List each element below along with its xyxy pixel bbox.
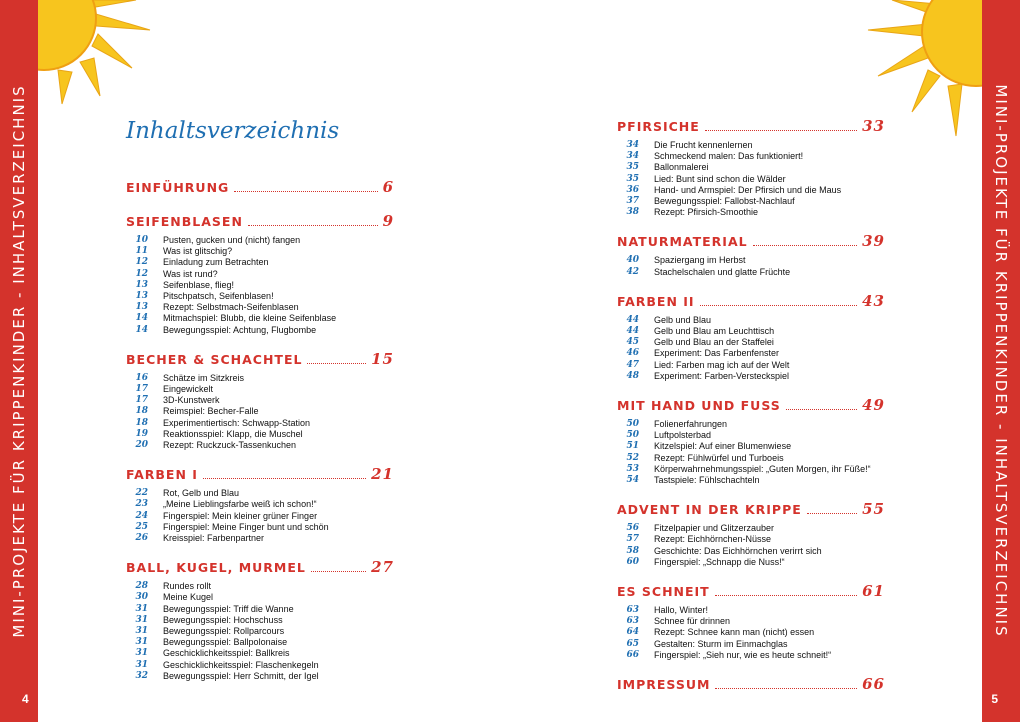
section-heading[interactable] — [126, 350, 394, 370]
toc-entry[interactable] — [617, 348, 885, 359]
toc-entry[interactable] — [126, 499, 394, 510]
entry-title: Schätze im Sitzkreis — [163, 372, 245, 383]
toc-entry[interactable] — [126, 395, 394, 406]
entry-title: Bewegungsspiel: Hochschuss — [163, 614, 283, 625]
entry-page-number: 26 — [135, 533, 148, 544]
entry-title: Rezept: Eichhörnchen-Nüsse — [654, 534, 772, 545]
toc-entry[interactable] — [617, 419, 885, 430]
toc-entry[interactable] — [126, 384, 394, 395]
entry-page-number: 63 — [626, 616, 639, 627]
section-heading[interactable] — [617, 117, 885, 137]
toc-entry[interactable] — [126, 604, 394, 615]
entry-title: Spaziergang im Herbst — [654, 255, 746, 266]
page-title: Inhaltsverzeichnis — [126, 118, 340, 144]
section-page-number: 21 — [371, 465, 394, 484]
toc-entry[interactable] — [126, 660, 394, 671]
toc-entry[interactable] — [126, 269, 394, 280]
entry-title: Rezept: Pfirsich-Smoothie — [654, 207, 759, 218]
toc-entry[interactable] — [126, 615, 394, 626]
toc-entry[interactable] — [126, 257, 394, 268]
entry-title: Pitschpatsch, Seifenblasen! — [163, 291, 274, 302]
toc-entry[interactable] — [617, 523, 885, 534]
entry-page-number: 57 — [626, 534, 639, 545]
entry-title: 3D-Kunstwerk — [163, 395, 220, 406]
section-title: ES SCHNEIT — [617, 584, 710, 600]
entry-title: Experimentiertisch: Schwapp-Station — [163, 417, 311, 428]
entry-title: Reaktionsspiel: Klapp, die Muschel — [163, 428, 303, 439]
toc-entry[interactable] — [617, 605, 885, 616]
section-page-number: 55 — [862, 500, 885, 519]
section-title: IMPRESSUM — [617, 677, 711, 693]
toc-section — [617, 675, 885, 695]
toc-entry[interactable] — [617, 140, 885, 151]
entry-page-number: 24 — [135, 510, 148, 521]
section-entries — [126, 373, 394, 451]
toc-entry[interactable] — [617, 360, 885, 371]
entry-title: Lied: Bunt sind schon die Wälder — [654, 173, 786, 184]
page-number-right: 5 — [991, 692, 998, 706]
section-page-number: 66 — [862, 675, 885, 694]
section-heading[interactable] — [617, 675, 885, 695]
toc-entry[interactable] — [617, 315, 885, 326]
toc-entry[interactable] — [617, 337, 885, 348]
toc-section — [126, 558, 394, 682]
entry-title: Rezept: Selbstmach-Seifenblasen — [163, 302, 299, 313]
toc-entry[interactable] — [617, 639, 885, 650]
entry-page-number: 53 — [626, 463, 639, 474]
entry-title: Kreisspiel: Farbenpartner — [163, 533, 265, 544]
entry-page-number: 17 — [135, 395, 148, 406]
entry-page-number: 25 — [135, 521, 148, 532]
entry-page-number: 47 — [626, 359, 639, 370]
toc-section — [617, 292, 885, 382]
entry-page-number: 28 — [135, 581, 148, 592]
entry-page-number: 14 — [135, 324, 148, 335]
entry-page-number: 31 — [135, 648, 148, 659]
entry-page-number: 12 — [135, 257, 148, 268]
entry-page-number: 13 — [135, 279, 148, 290]
toc-entry[interactable] — [126, 235, 394, 246]
section-page-number: 27 — [371, 558, 394, 577]
entry-title: Hand- und Armspiel: Der Pfirsich und die Maus — [654, 184, 842, 195]
entry-page-number: 10 — [135, 235, 148, 245]
toc-section — [617, 500, 885, 568]
section-title: SEIFENBLASEN — [126, 214, 243, 229]
entry-page-number: 20 — [135, 440, 148, 451]
leader-dots — [203, 478, 366, 479]
entry-title: Bewegungsspiel: Rollparcours — [163, 626, 285, 637]
toc-entry[interactable] — [126, 488, 394, 499]
toc-entry[interactable] — [617, 207, 885, 218]
section-entries — [617, 419, 885, 486]
entry-title: Seifenblase, flieg! — [163, 279, 235, 290]
entry-page-number: 36 — [626, 184, 639, 195]
entry-title: Geschicklichkeitsspiel: Flaschenkegeln — [163, 659, 319, 670]
toc-entry[interactable] — [126, 325, 394, 336]
entry-title: Eingewickelt — [163, 384, 214, 395]
entry-page-number: 12 — [135, 268, 148, 279]
entry-title: Experiment: Das Farbenfenster — [654, 348, 780, 359]
entry-title: Gelb und Blau — [654, 314, 712, 325]
toc-entry[interactable] — [126, 418, 394, 429]
toc-entry[interactable] — [126, 246, 394, 257]
toc-section — [617, 396, 885, 486]
section-heading[interactable] — [617, 500, 885, 520]
entry-page-number: 17 — [135, 384, 148, 395]
entry-title: Stachelschalen und glatte Früchte — [654, 266, 791, 277]
entry-title: Meine Kugel — [163, 592, 214, 603]
entry-title: Fitzelpapier und Glitzerzauber — [654, 523, 775, 534]
toc-section — [617, 582, 885, 661]
entry-title: Gelb und Blau am Leuchttisch — [654, 326, 775, 337]
entry-page-number: 14 — [135, 313, 148, 324]
entry-title: Bewegungsspiel: Triff die Wanne — [163, 603, 294, 614]
entry-page-number: 32 — [135, 670, 148, 681]
section-title: ADVENT IN DER KRIPPE — [617, 502, 802, 518]
toc-entry[interactable] — [126, 373, 394, 384]
entry-title: Die Frucht kennenlernen — [654, 140, 753, 150]
section-page-number: 61 — [862, 582, 885, 601]
toc-entry[interactable] — [126, 533, 394, 544]
entry-page-number: 13 — [135, 291, 148, 302]
toc-section — [617, 232, 885, 277]
toc-entry[interactable] — [126, 429, 394, 440]
toc-entry[interactable] — [617, 185, 885, 196]
leader-dots — [715, 688, 857, 689]
section-title: EINFÜHRUNG — [126, 180, 230, 195]
entry-page-number: 38 — [626, 207, 639, 218]
toc-entry[interactable] — [617, 650, 885, 661]
section-heading[interactable] — [617, 232, 885, 252]
toc-entry[interactable] — [617, 475, 885, 486]
entry-title: Rot, Gelb und Blau — [163, 488, 240, 499]
toc-entry[interactable] — [617, 196, 885, 207]
toc-entry[interactable] — [126, 291, 394, 302]
section-title: FARBEN II — [617, 293, 695, 309]
entry-title: Tastspiele: Fühlschachteln — [654, 475, 760, 486]
section-title: MIT HAND UND FUSS — [617, 398, 781, 414]
toc-entry[interactable] — [617, 546, 885, 557]
toc-section — [126, 212, 394, 336]
entry-page-number: 37 — [626, 196, 639, 207]
entry-page-number: 18 — [135, 406, 148, 417]
entry-title: Rezept: Schnee kann man (nicht) essen — [654, 627, 815, 638]
right-edge-band — [982, 0, 1020, 722]
toc-entry[interactable] — [617, 627, 885, 638]
entry-title: „Meine Lieblingsfarbe weiß ich schon!“ — [163, 499, 317, 510]
entry-title: Einladung zum Betrachten — [163, 257, 269, 268]
leader-dots — [307, 363, 366, 364]
toc-entry[interactable] — [617, 326, 885, 337]
entry-title: Bewegungsspiel: Herr Schmitt, der Igel — [163, 670, 319, 681]
entry-page-number: 46 — [626, 348, 639, 359]
entry-page-number: 34 — [626, 140, 639, 150]
entry-page-number: 50 — [626, 430, 639, 441]
entry-title: Bewegungsspiel: Fallobst-Nachlauf — [654, 196, 795, 207]
toc-entry[interactable] — [617, 534, 885, 545]
entry-page-number: 60 — [626, 556, 639, 567]
entry-page-number: 31 — [135, 603, 148, 614]
toc-entry[interactable] — [126, 280, 394, 291]
entry-title: Rezept: Fühlwürfel und Turboeis — [654, 452, 784, 463]
toc-entry[interactable] — [126, 522, 394, 533]
entry-page-number: 66 — [626, 649, 639, 660]
leader-dots — [807, 513, 857, 514]
section-title: BECHER & SCHACHTEL — [126, 351, 303, 367]
leader-dots — [753, 245, 858, 246]
entry-page-number: 40 — [626, 255, 639, 266]
section-entries — [617, 140, 885, 218]
entry-page-number: 44 — [626, 326, 639, 337]
entry-page-number: 22 — [135, 488, 148, 499]
section-heading[interactable] — [617, 396, 885, 416]
section-page-number: 15 — [371, 349, 394, 368]
section-heading[interactable] — [126, 178, 394, 198]
toc-column-left — [126, 178, 394, 696]
section-entries — [617, 523, 885, 568]
entry-page-number: 31 — [135, 637, 148, 648]
toc-entry[interactable] — [617, 430, 885, 441]
entry-title: Geschichte: Das Eichhörnchen verirrt sich — [654, 545, 822, 556]
entry-title: Rundes rollt — [163, 581, 212, 592]
toc-entry[interactable] — [617, 441, 885, 452]
entry-title: Schmeckend malen: Das funktioniert! — [654, 151, 804, 162]
entry-page-number: 48 — [626, 370, 639, 381]
entry-page-number: 35 — [626, 162, 639, 173]
toc-entry[interactable] — [126, 637, 394, 648]
toc-entry[interactable] — [126, 592, 394, 603]
toc-entry[interactable] — [617, 151, 885, 162]
entry-title: Kitzelspiel: Auf einer Blumenwiese — [654, 441, 792, 452]
toc-entry[interactable] — [126, 626, 394, 637]
entry-page-number: 16 — [135, 372, 148, 383]
toc-column-right — [617, 117, 885, 709]
left-edge-band — [0, 0, 38, 722]
toc-entry[interactable] — [126, 648, 394, 659]
section-entries — [126, 235, 394, 336]
entry-title: Körperwahrnehmungsspiel: „Guten Morgen, ihr Füße!“ — [654, 463, 871, 474]
entry-page-number: 56 — [626, 523, 639, 534]
toc-entry[interactable] — [126, 440, 394, 451]
entry-title: Rezept: Ruckzuck-Tassenkuchen — [163, 440, 297, 451]
entry-title: Bewegungsspiel: Achtung, Flugbombe — [163, 324, 317, 335]
entry-title: Fingerspiel: „Sieh nur, wie es heute schneit!“ — [654, 649, 832, 660]
toc-entry[interactable] — [126, 313, 394, 324]
toc-entry[interactable] — [126, 406, 394, 417]
right-band-text: MINI-PROJEKTE FÜR KRIPPENKINDER - INHALTSVERZEICHNIS — [992, 84, 1010, 638]
toc-section — [126, 465, 394, 544]
toc-entry[interactable] — [126, 671, 394, 682]
section-page-number: 33 — [862, 117, 885, 135]
entry-page-number: 13 — [135, 302, 148, 313]
toc-entry[interactable] — [617, 371, 885, 382]
section-entries — [126, 488, 394, 544]
entry-title: Bewegungsspiel: Ballpolonaise — [163, 637, 288, 648]
toc-entry[interactable] — [617, 616, 885, 627]
section-entries — [617, 605, 885, 661]
section-entries — [126, 581, 394, 682]
toc-section — [126, 350, 394, 451]
entry-page-number: 31 — [135, 614, 148, 625]
entry-title: Gestalten: Sturm im Einmachglas — [654, 638, 788, 649]
section-page-number: 49 — [862, 396, 885, 415]
toc-entry[interactable] — [126, 302, 394, 313]
section-entries — [617, 255, 885, 277]
entry-title: Fingerspiel: Mein kleiner grüner Finger — [163, 510, 318, 521]
entry-title: Folienerfahrungen — [654, 419, 728, 430]
entry-title: Gelb und Blau an der Staffelei — [654, 337, 774, 348]
entry-title: Reimspiel: Becher-Falle — [163, 406, 259, 417]
toc-entry[interactable] — [617, 453, 885, 464]
toc-section — [126, 178, 394, 198]
entry-title: Was ist rund? — [163, 268, 218, 279]
sun-illustration-left — [38, 0, 156, 108]
section-page-number: 39 — [862, 232, 885, 251]
section-title: BALL, KUGEL, MURMEL — [126, 560, 306, 576]
section-title: FARBEN I — [126, 467, 198, 483]
toc-entry[interactable] — [126, 581, 394, 592]
toc-entry[interactable] — [126, 511, 394, 522]
section-title: PFIRSICHE — [617, 119, 700, 134]
entry-page-number: 30 — [135, 592, 148, 603]
section-page-number: 43 — [862, 291, 885, 310]
entry-page-number: 19 — [135, 428, 148, 439]
entry-title: Lied: Farben mag ich auf der Welt — [654, 359, 790, 370]
entry-title: Hallo, Winter! — [654, 605, 709, 616]
entry-page-number: 35 — [626, 173, 639, 184]
entry-page-number: 54 — [626, 475, 639, 486]
entry-page-number: 63 — [626, 605, 639, 616]
entry-title: Ballonmalerei — [654, 162, 709, 173]
section-entries — [617, 315, 885, 382]
entry-title: Geschicklichkeitsspiel: Ballkreis — [163, 648, 290, 659]
leader-dots — [786, 409, 857, 410]
leader-dots — [700, 305, 858, 306]
leader-dots — [705, 130, 857, 131]
left-band-text: MINI-PROJEKTE FÜR KRIPPENKINDER - INHALTSVERZEICHNIS — [10, 84, 28, 638]
section-page-number: 9 — [382, 212, 394, 230]
section-page-number: 6 — [382, 178, 394, 196]
leader-dots — [715, 595, 857, 596]
entry-title: Luftpolsterbad — [654, 430, 712, 441]
entry-title: Fingerspiel: „Schnapp die Nuss!“ — [654, 556, 785, 567]
toc-entry[interactable] — [617, 255, 885, 266]
leader-dots — [248, 225, 378, 226]
entry-page-number: 42 — [626, 266, 639, 277]
toc-entry[interactable] — [617, 557, 885, 568]
entry-title: Schnee für drinnen — [654, 616, 731, 627]
entry-page-number: 64 — [626, 627, 639, 638]
entry-page-number: 34 — [626, 151, 639, 162]
entry-page-number: 58 — [626, 545, 639, 556]
entry-title: Pusten, gucken und (nicht) fangen — [163, 235, 301, 245]
section-heading[interactable] — [126, 212, 394, 232]
toc-entry[interactable] — [617, 267, 885, 278]
entry-page-number: 65 — [626, 638, 639, 649]
section-heading[interactable] — [617, 292, 885, 312]
entry-page-number: 11 — [135, 246, 148, 257]
page-number-left: 4 — [22, 692, 29, 706]
leader-dots — [234, 191, 377, 192]
entry-title: Mitmachspiel: Blubb, die kleine Seifenblase — [163, 313, 337, 324]
entry-page-number: 50 — [626, 419, 639, 430]
entry-page-number: 31 — [135, 659, 148, 670]
entry-page-number: 18 — [135, 417, 148, 428]
section-heading[interactable] — [126, 465, 394, 485]
entry-page-number: 52 — [626, 452, 639, 463]
entry-title: Experiment: Farben-Versteckspiel — [654, 370, 790, 381]
entry-page-number: 51 — [626, 441, 639, 452]
entry-page-number: 31 — [135, 626, 148, 637]
toc-entry[interactable] — [617, 464, 885, 475]
entry-title: Was ist glitschig? — [163, 246, 233, 257]
toc-section — [617, 117, 885, 218]
section-title: NATURMATERIAL — [617, 234, 748, 250]
entry-page-number: 44 — [626, 314, 639, 325]
leader-dots — [311, 571, 366, 572]
section-heading[interactable] — [126, 558, 394, 578]
toc-entry[interactable] — [617, 162, 885, 173]
section-heading[interactable] — [617, 582, 885, 602]
entry-title: Fingerspiel: Meine Finger bunt und schön — [163, 521, 329, 532]
toc-entry[interactable] — [617, 174, 885, 185]
entry-page-number: 23 — [135, 499, 148, 510]
entry-page-number: 45 — [626, 337, 639, 348]
